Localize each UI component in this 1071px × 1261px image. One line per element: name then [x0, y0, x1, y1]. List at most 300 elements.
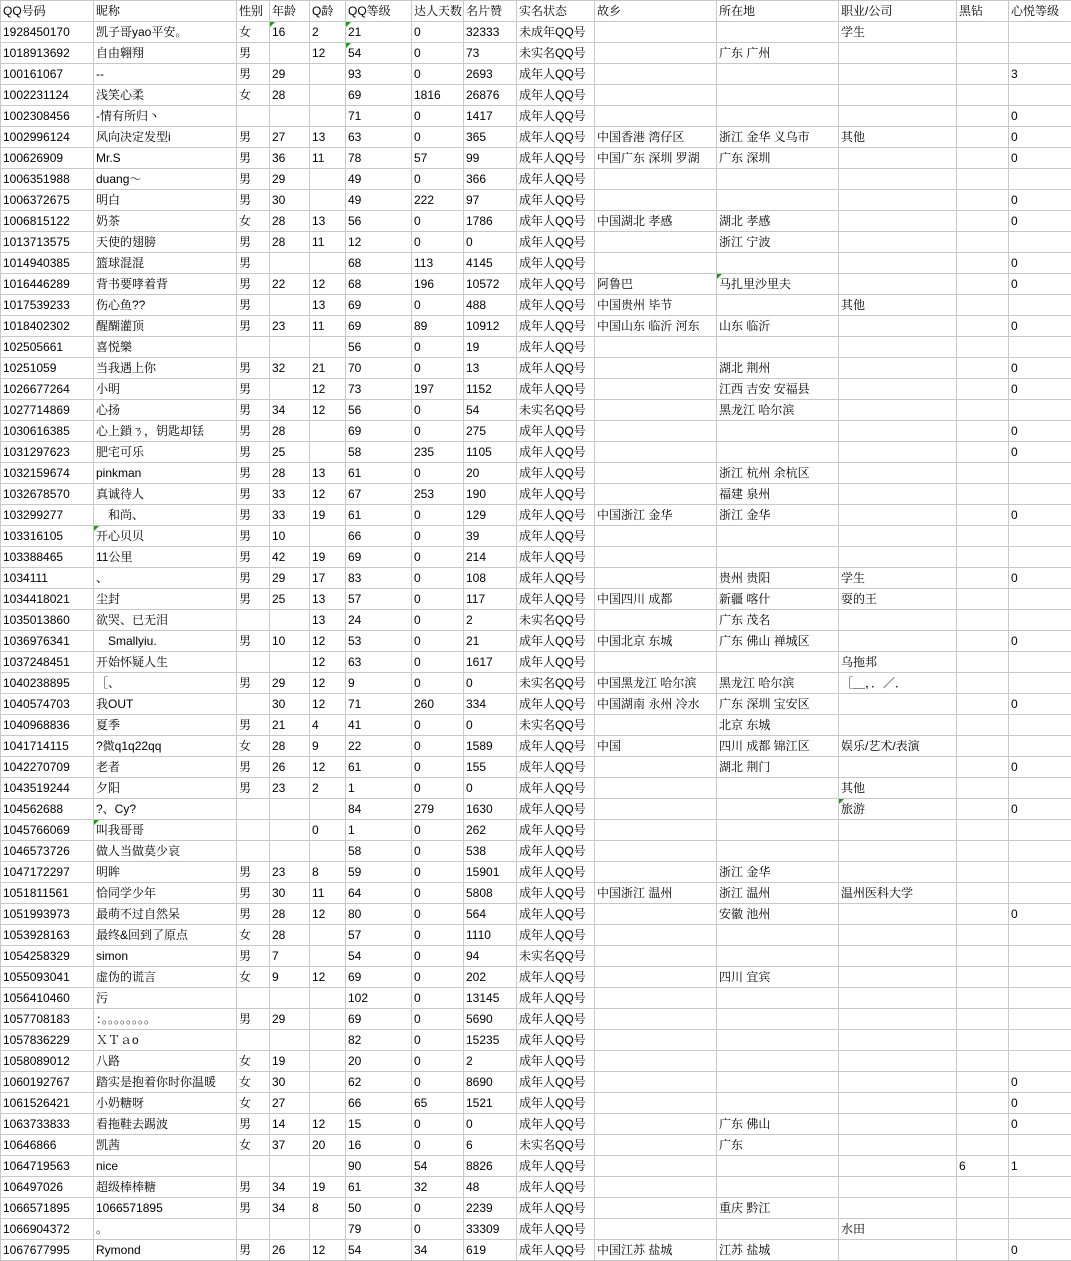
cell-realname-status[interactable]: 成年人QQ号: [517, 862, 595, 883]
cell-xinyue-level[interactable]: [1009, 988, 1071, 1009]
cell-occupation[interactable]: [839, 1240, 957, 1261]
cell-location[interactable]: [717, 799, 839, 820]
cell-xinyue-level[interactable]: [1009, 463, 1071, 484]
cell-q-age[interactable]: 12: [310, 274, 346, 295]
cell-qq-level[interactable]: 69: [346, 295, 412, 316]
cell-hometown[interactable]: [595, 610, 717, 631]
cell-black-diamond[interactable]: [957, 1051, 1009, 1072]
cell-expert-days[interactable]: 57: [412, 148, 464, 169]
cell-hometown[interactable]: [595, 925, 717, 946]
cell-occupation[interactable]: [839, 463, 957, 484]
cell-black-diamond[interactable]: [957, 1240, 1009, 1261]
cell-occupation[interactable]: 学生: [839, 568, 957, 589]
cell-gender[interactable]: [237, 988, 270, 1009]
table-row[interactable]: [1, 274, 1071, 295]
cell-qq-level[interactable]: 15: [346, 1114, 412, 1135]
cell-age[interactable]: 28: [270, 925, 310, 946]
cell-hometown[interactable]: [595, 778, 717, 799]
cell-age[interactable]: 33: [270, 484, 310, 505]
table-row[interactable]: [1, 862, 1071, 883]
cell-xinyue-level[interactable]: [1009, 1198, 1071, 1219]
cell-xinyue-level[interactable]: [1009, 946, 1071, 967]
cell-gender[interactable]: [237, 694, 270, 715]
cell-expert-days[interactable]: 0: [412, 211, 464, 232]
cell-expert-days[interactable]: 279: [412, 799, 464, 820]
cell-qq-level[interactable]: 16: [346, 1135, 412, 1156]
cell-occupation[interactable]: [839, 1009, 957, 1030]
cell-card-likes[interactable]: 538: [464, 841, 517, 862]
cell-expert-days[interactable]: 89: [412, 316, 464, 337]
cell-q-age[interactable]: [310, 799, 346, 820]
cell-qq-level[interactable]: 68: [346, 253, 412, 274]
cell-gender[interactable]: [237, 106, 270, 127]
cell-nickname[interactable]: 欲哭、已无泪: [94, 610, 237, 631]
cell-qq-number[interactable]: 1054258329: [1, 946, 94, 967]
cell-expert-days[interactable]: 0: [412, 1198, 464, 1219]
cell-expert-days[interactable]: 0: [412, 757, 464, 778]
cell-occupation[interactable]: [839, 925, 957, 946]
cell-card-likes[interactable]: 2: [464, 1051, 517, 1072]
cell-qq-number[interactable]: 1018402302: [1, 316, 94, 337]
cell-qq-number[interactable]: 1034418021: [1, 589, 94, 610]
cell-occupation[interactable]: [839, 1198, 957, 1219]
cell-hometown[interactable]: 中国四川 成都: [595, 589, 717, 610]
cell-hometown[interactable]: 中国湖南 永州 冷水: [595, 694, 717, 715]
cell-location[interactable]: [717, 421, 839, 442]
cell-nickname[interactable]: 背书要哮着背: [94, 274, 237, 295]
table-row[interactable]: [1, 1114, 1071, 1135]
cell-expert-days[interactable]: 253: [412, 484, 464, 505]
table-row[interactable]: [1, 463, 1071, 484]
cell-hometown[interactable]: [595, 799, 717, 820]
cell-card-likes[interactable]: 2239: [464, 1198, 517, 1219]
cell-black-diamond[interactable]: [957, 421, 1009, 442]
cell-q-age[interactable]: 4: [310, 715, 346, 736]
cell-occupation[interactable]: [839, 337, 957, 358]
cell-qq-number[interactable]: 1053928163: [1, 925, 94, 946]
cell-gender[interactable]: 男: [237, 673, 270, 694]
cell-card-likes[interactable]: 20: [464, 463, 517, 484]
cell-card-likes[interactable]: 117: [464, 589, 517, 610]
cell-hometown[interactable]: [595, 946, 717, 967]
cell-expert-days[interactable]: 0: [412, 421, 464, 442]
cell-hometown[interactable]: [595, 1135, 717, 1156]
cell-q-age[interactable]: 20: [310, 1135, 346, 1156]
cell-qq-number[interactable]: 1051811561: [1, 883, 94, 904]
cell-realname-status[interactable]: 未实名QQ号: [517, 715, 595, 736]
cell-gender[interactable]: 男: [237, 232, 270, 253]
cell-age[interactable]: 19: [270, 1051, 310, 1072]
cell-location[interactable]: 福建 泉州: [717, 484, 839, 505]
cell-expert-days[interactable]: 0: [412, 547, 464, 568]
cell-realname-status[interactable]: 成年人QQ号: [517, 148, 595, 169]
cell-qq-number[interactable]: 1018913692: [1, 43, 94, 64]
cell-hometown[interactable]: [595, 568, 717, 589]
cell-black-diamond[interactable]: [957, 190, 1009, 211]
cell-q-age[interactable]: [310, 1051, 346, 1072]
cell-nickname[interactable]: Mr.S: [94, 148, 237, 169]
cell-card-likes[interactable]: 214: [464, 547, 517, 568]
cell-expert-days[interactable]: 0: [412, 1114, 464, 1135]
cell-xinyue-level[interactable]: [1009, 610, 1071, 631]
cell-gender[interactable]: 男: [237, 1009, 270, 1030]
cell-gender[interactable]: [237, 610, 270, 631]
cell-card-likes[interactable]: 97: [464, 190, 517, 211]
cell-qq-number[interactable]: 1041714115: [1, 736, 94, 757]
cell-expert-days[interactable]: 235: [412, 442, 464, 463]
cell-gender[interactable]: 女: [237, 85, 270, 106]
cell-xinyue-level[interactable]: [1009, 862, 1071, 883]
cell-qq-number[interactable]: 1040968836: [1, 715, 94, 736]
cell-occupation[interactable]: [839, 442, 957, 463]
table-row[interactable]: [1, 946, 1071, 967]
cell-card-likes[interactable]: 15901: [464, 862, 517, 883]
cell-location[interactable]: [717, 988, 839, 1009]
table-row[interactable]: [1, 1240, 1071, 1261]
cell-black-diamond[interactable]: [957, 106, 1009, 127]
cell-xinyue-level[interactable]: 0: [1009, 379, 1071, 400]
cell-qq-level[interactable]: 61: [346, 505, 412, 526]
cell-qq-level[interactable]: 9: [346, 673, 412, 694]
cell-gender[interactable]: 女: [237, 925, 270, 946]
cell-qq-level[interactable]: 68: [346, 274, 412, 295]
cell-age[interactable]: [270, 799, 310, 820]
cell-gender[interactable]: [237, 1219, 270, 1240]
cell-expert-days[interactable]: 0: [412, 295, 464, 316]
column-header-location[interactable]: 所在地: [717, 1, 839, 22]
cell-location[interactable]: [717, 190, 839, 211]
cell-expert-days[interactable]: 0: [412, 43, 464, 64]
cell-q-age[interactable]: [310, 442, 346, 463]
cell-location[interactable]: [717, 442, 839, 463]
table-row[interactable]: [1, 484, 1071, 505]
table-row[interactable]: [1, 442, 1071, 463]
cell-card-likes[interactable]: 1152: [464, 379, 517, 400]
cell-gender[interactable]: 男: [237, 946, 270, 967]
cell-xinyue-level[interactable]: [1009, 1177, 1071, 1198]
cell-occupation[interactable]: [839, 43, 957, 64]
cell-xinyue-level[interactable]: 0: [1009, 316, 1071, 337]
cell-xinyue-level[interactable]: [1009, 1219, 1071, 1240]
cell-location[interactable]: [717, 547, 839, 568]
cell-q-age[interactable]: [310, 1093, 346, 1114]
cell-realname-status[interactable]: 成年人QQ号: [517, 1177, 595, 1198]
cell-occupation[interactable]: 水田: [839, 1219, 957, 1240]
column-header-black-diamond[interactable]: 黑钻: [957, 1, 1009, 22]
cell-nickname[interactable]: 醒醐灌顶: [94, 316, 237, 337]
cell-gender[interactable]: 男: [237, 148, 270, 169]
cell-occupation[interactable]: [839, 967, 957, 988]
cell-q-age[interactable]: 19: [310, 1177, 346, 1198]
cell-black-diamond[interactable]: [957, 589, 1009, 610]
cell-nickname[interactable]: Smallyiu.: [94, 631, 237, 652]
cell-realname-status[interactable]: 成年人QQ号: [517, 1072, 595, 1093]
table-row[interactable]: [1, 736, 1071, 757]
cell-q-age[interactable]: [310, 1156, 346, 1177]
column-header-gender[interactable]: 性别: [237, 1, 270, 22]
table-row[interactable]: [1, 64, 1071, 85]
cell-hometown[interactable]: [595, 715, 717, 736]
cell-realname-status[interactable]: 未实名QQ号: [517, 400, 595, 421]
cell-card-likes[interactable]: 366: [464, 169, 517, 190]
cell-age[interactable]: 28: [270, 85, 310, 106]
cell-black-diamond[interactable]: [957, 1219, 1009, 1240]
cell-qq-level[interactable]: 61: [346, 757, 412, 778]
table-row[interactable]: [1, 715, 1071, 736]
cell-qq-level[interactable]: 41: [346, 715, 412, 736]
cell-hometown[interactable]: [595, 484, 717, 505]
cell-black-diamond[interactable]: [957, 925, 1009, 946]
cell-xinyue-level[interactable]: 0: [1009, 148, 1071, 169]
cell-age[interactable]: 9: [270, 967, 310, 988]
cell-black-diamond[interactable]: [957, 358, 1009, 379]
table-row[interactable]: [1, 841, 1071, 862]
cell-qq-number[interactable]: 1002308456: [1, 106, 94, 127]
cell-realname-status[interactable]: 成年人QQ号: [517, 274, 595, 295]
cell-realname-status[interactable]: 成年人QQ号: [517, 568, 595, 589]
cell-nickname[interactable]: 伤心鱼??: [94, 295, 237, 316]
cell-qq-level[interactable]: 54: [346, 43, 412, 64]
table-row[interactable]: [1, 820, 1071, 841]
cell-qq-level[interactable]: 69: [346, 85, 412, 106]
cell-age[interactable]: 16: [270, 22, 310, 43]
table-row[interactable]: [1, 799, 1071, 820]
cell-realname-status[interactable]: 成年人QQ号: [517, 925, 595, 946]
cell-xinyue-level[interactable]: 0: [1009, 253, 1071, 274]
cell-card-likes[interactable]: 21: [464, 631, 517, 652]
cell-nickname[interactable]: 风向决定发型i: [94, 127, 237, 148]
cell-nickname[interactable]: 。: [94, 1219, 237, 1240]
cell-expert-days[interactable]: 0: [412, 526, 464, 547]
cell-qq-level[interactable]: 59: [346, 862, 412, 883]
cell-card-likes[interactable]: 2: [464, 610, 517, 631]
cell-location[interactable]: 湖北 孝感: [717, 211, 839, 232]
cell-location[interactable]: [717, 64, 839, 85]
cell-gender[interactable]: 男: [237, 757, 270, 778]
cell-hometown[interactable]: [595, 1051, 717, 1072]
cell-qq-level[interactable]: 56: [346, 211, 412, 232]
cell-expert-days[interactable]: 65: [412, 1093, 464, 1114]
cell-location[interactable]: 北京 东城: [717, 715, 839, 736]
cell-occupation[interactable]: 其他: [839, 295, 957, 316]
cell-gender[interactable]: 男: [237, 568, 270, 589]
table-row[interactable]: [1, 232, 1071, 253]
cell-occupation[interactable]: 乌拖邦: [839, 652, 957, 673]
cell-qq-level[interactable]: 71: [346, 106, 412, 127]
cell-qq-number[interactable]: 1036976341: [1, 631, 94, 652]
cell-gender[interactable]: [237, 841, 270, 862]
cell-q-age[interactable]: [310, 1009, 346, 1030]
cell-hometown[interactable]: [595, 652, 717, 673]
cell-nickname[interactable]: 最终&回到了原点: [94, 925, 237, 946]
cell-xinyue-level[interactable]: [1009, 43, 1071, 64]
cell-gender[interactable]: [237, 337, 270, 358]
cell-q-age[interactable]: 12: [310, 379, 346, 400]
cell-q-age[interactable]: [310, 925, 346, 946]
cell-qq-level[interactable]: 63: [346, 127, 412, 148]
cell-qq-number[interactable]: 1057836229: [1, 1030, 94, 1051]
cell-xinyue-level[interactable]: 0: [1009, 757, 1071, 778]
cell-card-likes[interactable]: 365: [464, 127, 517, 148]
cell-black-diamond[interactable]: [957, 1009, 1009, 1030]
cell-location[interactable]: 黑龙江 哈尔滨: [717, 673, 839, 694]
cell-realname-status[interactable]: 成年人QQ号: [517, 106, 595, 127]
cell-realname-status[interactable]: 成年人QQ号: [517, 778, 595, 799]
cell-location[interactable]: 浙江 金华 义乌市: [717, 127, 839, 148]
cell-age[interactable]: [270, 820, 310, 841]
table-row[interactable]: [1, 211, 1071, 232]
cell-expert-days[interactable]: 32: [412, 1177, 464, 1198]
cell-card-likes[interactable]: 33309: [464, 1219, 517, 1240]
cell-black-diamond[interactable]: [957, 673, 1009, 694]
cell-hometown[interactable]: [595, 22, 717, 43]
cell-qq-number[interactable]: 1037248451: [1, 652, 94, 673]
cell-age[interactable]: 27: [270, 1093, 310, 1114]
cell-age[interactable]: 28: [270, 736, 310, 757]
cell-card-likes[interactable]: 262: [464, 820, 517, 841]
cell-q-age[interactable]: 13: [310, 463, 346, 484]
cell-card-likes[interactable]: 202: [464, 967, 517, 988]
cell-occupation[interactable]: [839, 1093, 957, 1114]
cell-occupation[interactable]: [839, 505, 957, 526]
table-row[interactable]: [1, 652, 1071, 673]
table-row[interactable]: [1, 1135, 1071, 1156]
cell-q-age[interactable]: 8: [310, 1198, 346, 1219]
cell-age[interactable]: [270, 43, 310, 64]
cell-card-likes[interactable]: 5808: [464, 883, 517, 904]
cell-black-diamond[interactable]: [957, 43, 1009, 64]
cell-q-age[interactable]: 12: [310, 400, 346, 421]
column-header-q-age[interactable]: Q龄: [310, 1, 346, 22]
cell-card-likes[interactable]: 8826: [464, 1156, 517, 1177]
cell-age[interactable]: [270, 1219, 310, 1240]
cell-xinyue-level[interactable]: 0: [1009, 904, 1071, 925]
table-row[interactable]: [1, 526, 1071, 547]
cell-realname-status[interactable]: 成年人QQ号: [517, 589, 595, 610]
cell-occupation[interactable]: [839, 1051, 957, 1072]
cell-black-diamond[interactable]: [957, 757, 1009, 778]
cell-expert-days[interactable]: 0: [412, 505, 464, 526]
cell-nickname[interactable]: Rymond: [94, 1240, 237, 1261]
cell-qq-number[interactable]: 1032159674: [1, 463, 94, 484]
cell-age[interactable]: 32: [270, 358, 310, 379]
cell-gender[interactable]: 男: [237, 253, 270, 274]
cell-location[interactable]: 浙江 宁波: [717, 232, 839, 253]
cell-hometown[interactable]: 中国北京 东城: [595, 631, 717, 652]
cell-xinyue-level[interactable]: 0: [1009, 358, 1071, 379]
table-row[interactable]: [1, 778, 1071, 799]
cell-black-diamond[interactable]: [957, 1177, 1009, 1198]
table-row[interactable]: [1, 547, 1071, 568]
column-header-qq-number[interactable]: QQ号码: [1, 1, 94, 22]
cell-gender[interactable]: 女: [237, 211, 270, 232]
cell-card-likes[interactable]: 488: [464, 295, 517, 316]
cell-black-diamond[interactable]: [957, 127, 1009, 148]
cell-realname-status[interactable]: 成年人QQ号: [517, 631, 595, 652]
cell-age[interactable]: [270, 253, 310, 274]
cell-expert-days[interactable]: 0: [412, 904, 464, 925]
cell-qq-level[interactable]: 69: [346, 547, 412, 568]
cell-card-likes[interactable]: 0: [464, 673, 517, 694]
cell-realname-status[interactable]: 成年人QQ号: [517, 757, 595, 778]
cell-black-diamond[interactable]: [957, 400, 1009, 421]
cell-location[interactable]: 安徽 池州: [717, 904, 839, 925]
cell-black-diamond[interactable]: [957, 64, 1009, 85]
table-row[interactable]: [1, 295, 1071, 316]
cell-gender[interactable]: 男: [237, 421, 270, 442]
cell-qq-level[interactable]: 79: [346, 1219, 412, 1240]
cell-q-age[interactable]: 12: [310, 1114, 346, 1135]
cell-hometown[interactable]: [595, 232, 717, 253]
cell-age[interactable]: [270, 337, 310, 358]
cell-xinyue-level[interactable]: 0: [1009, 274, 1071, 295]
cell-hometown[interactable]: [595, 547, 717, 568]
cell-hometown[interactable]: [595, 421, 717, 442]
cell-nickname[interactable]: 自由翱翔: [94, 43, 237, 64]
cell-xinyue-level[interactable]: 0: [1009, 694, 1071, 715]
cell-qq-level[interactable]: 67: [346, 484, 412, 505]
cell-xinyue-level[interactable]: 3: [1009, 64, 1071, 85]
cell-realname-status[interactable]: 成年人QQ号: [517, 1156, 595, 1177]
cell-gender[interactable]: 男: [237, 484, 270, 505]
cell-occupation[interactable]: [839, 904, 957, 925]
cell-black-diamond[interactable]: [957, 295, 1009, 316]
cell-qq-level[interactable]: 12: [346, 232, 412, 253]
cell-hometown[interactable]: [595, 1009, 717, 1030]
cell-occupation[interactable]: ［＿，．／．: [839, 673, 957, 694]
cell-qq-number[interactable]: 1032678570: [1, 484, 94, 505]
cell-card-likes[interactable]: 1110: [464, 925, 517, 946]
cell-qq-level[interactable]: 54: [346, 946, 412, 967]
cell-realname-status[interactable]: 成年人QQ号: [517, 1009, 595, 1030]
cell-xinyue-level[interactable]: 0: [1009, 568, 1071, 589]
cell-realname-status[interactable]: 成年人QQ号: [517, 253, 595, 274]
cell-card-likes[interactable]: 0: [464, 232, 517, 253]
table-row[interactable]: [1, 421, 1071, 442]
cell-gender[interactable]: 男: [237, 1114, 270, 1135]
cell-realname-status[interactable]: 未实名QQ号: [517, 610, 595, 631]
cell-q-age[interactable]: 13: [310, 127, 346, 148]
cell-black-diamond[interactable]: [957, 1114, 1009, 1135]
cell-realname-status[interactable]: 成年人QQ号: [517, 505, 595, 526]
cell-black-diamond[interactable]: [957, 820, 1009, 841]
cell-qq-number[interactable]: 1064719563: [1, 1156, 94, 1177]
cell-location[interactable]: [717, 946, 839, 967]
cell-qq-level[interactable]: 24: [346, 610, 412, 631]
cell-occupation[interactable]: [839, 946, 957, 967]
cell-card-likes[interactable]: 1589: [464, 736, 517, 757]
cell-age[interactable]: 34: [270, 1177, 310, 1198]
cell-expert-days[interactable]: 34: [412, 1240, 464, 1261]
cell-black-diamond[interactable]: [957, 778, 1009, 799]
table-row[interactable]: [1, 694, 1071, 715]
cell-nickname[interactable]: 篮球混混: [94, 253, 237, 274]
cell-qq-number[interactable]: 1060192767: [1, 1072, 94, 1093]
cell-card-likes[interactable]: 8690: [464, 1072, 517, 1093]
cell-q-age[interactable]: [310, 190, 346, 211]
cell-qq-level[interactable]: 78: [346, 148, 412, 169]
cell-age[interactable]: [270, 295, 310, 316]
cell-hometown[interactable]: [595, 1219, 717, 1240]
cell-nickname[interactable]: 超级棒棒糖: [94, 1177, 237, 1198]
cell-expert-days[interactable]: 0: [412, 568, 464, 589]
cell-xinyue-level[interactable]: [1009, 400, 1071, 421]
cell-q-age[interactable]: 19: [310, 505, 346, 526]
cell-q-age[interactable]: 13: [310, 211, 346, 232]
cell-realname-status[interactable]: 未实名QQ号: [517, 1135, 595, 1156]
cell-expert-days[interactable]: 0: [412, 400, 464, 421]
cell-black-diamond[interactable]: [957, 22, 1009, 43]
